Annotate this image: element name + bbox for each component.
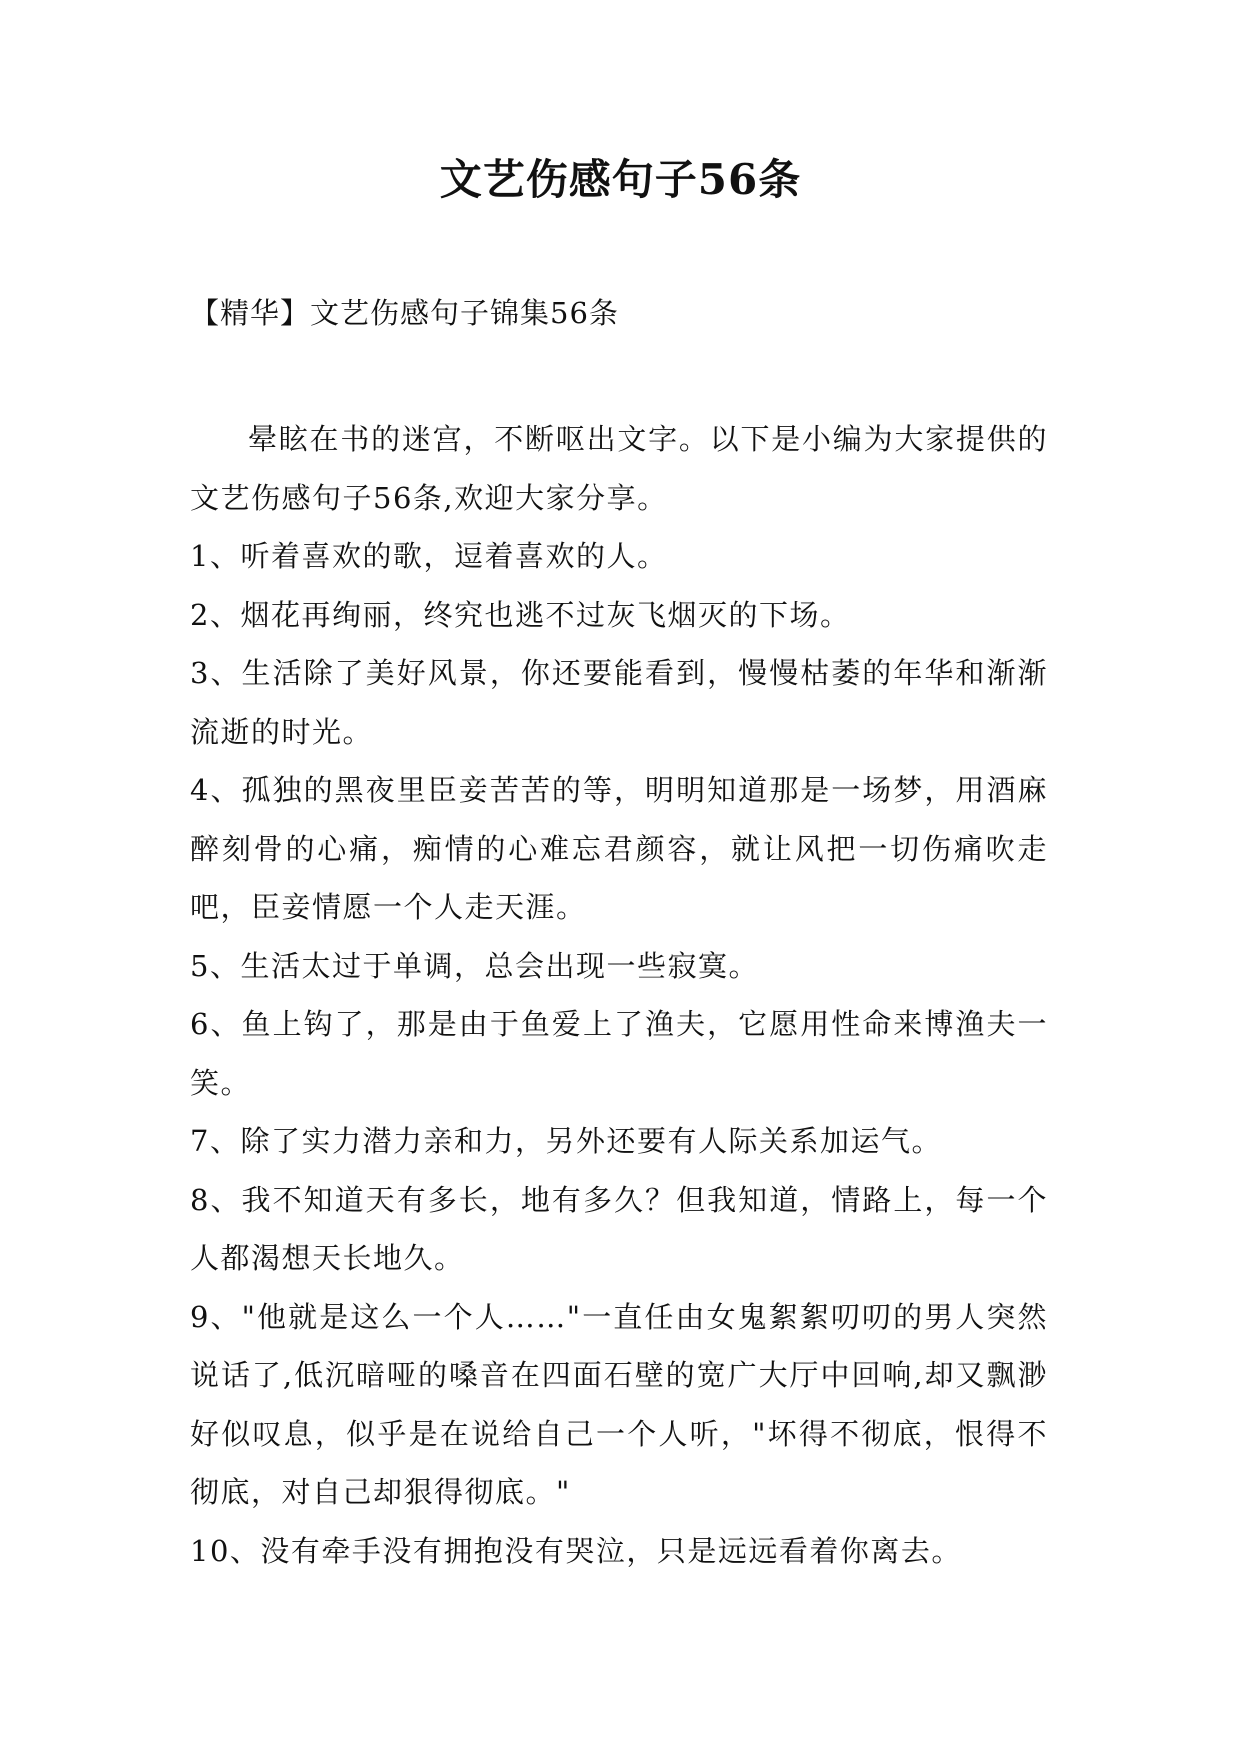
document-title: 文艺伤感句子56条 <box>439 155 802 204</box>
sentence-item-7: 7、除了实力潜力亲和力，另外还要有人际关系加运气。 <box>190 1124 942 1158</box>
intro-paragraph: 晕眩在书的迷宫，不断呕出文字。以下是小编为大家提供的文艺伤感句子56条,欢迎大家分享。 <box>190 422 1048 515</box>
document-subtitle: 【精华】文艺伤感句子锦集56条 <box>190 296 619 330</box>
sentence-item-4: 4、孤独的黑夜里臣妾苦苦的等，明明知道那是一场梦，用酒麻醉刻骨的心痛，痴情的心难忘君颜容，就让风把一切伤痛吹走吧，臣妾情愿一个人走天涯。 <box>190 773 1048 924</box>
sentence-item-1: 1、听着喜欢的歌，逗着喜欢的人。 <box>190 539 668 573</box>
sentence-item-3: 3、生活除了美好风景，你还要能看到，慢慢枯萎的年华和渐渐流逝的时光。 <box>190 656 1048 749</box>
sentence-item-10: 10、没有牵手没有拥抱没有哭泣，只是远远看着你离去。 <box>190 1533 962 1568</box>
sentence-item-8: 8、我不知道天有多长，地有多久？但我知道，情路上，每一个人都渴想天长地久。 <box>190 1182 1048 1275</box>
sentence-item-6: 6、鱼上钩了，那是由于鱼爱上了渔夫，它愿用性命来博渔夫一笑。 <box>190 1007 1048 1100</box>
sentence-item-2: 2、烟花再绚丽，终究也逃不过灰飞烟灭的下场。 <box>190 597 851 632</box>
sentence-item-5: 5、生活太过于单调，总会出现一些寂寞。 <box>190 948 759 983</box>
document-body <box>190 410 1048 1580</box>
sentence-item-9: 9、"他就是这么一个人……"一直任由女鬼絮絮叨叨的男人突然说话了,低沉暗哑的嗓音在四面石壁的宽广大厅中回响,却又飘渺好似叹息，似乎是在说给自己一个人听，"坏得不彻底，恨得不彻底，对自己却狠得彻底。" <box>190 1299 1048 1509</box>
